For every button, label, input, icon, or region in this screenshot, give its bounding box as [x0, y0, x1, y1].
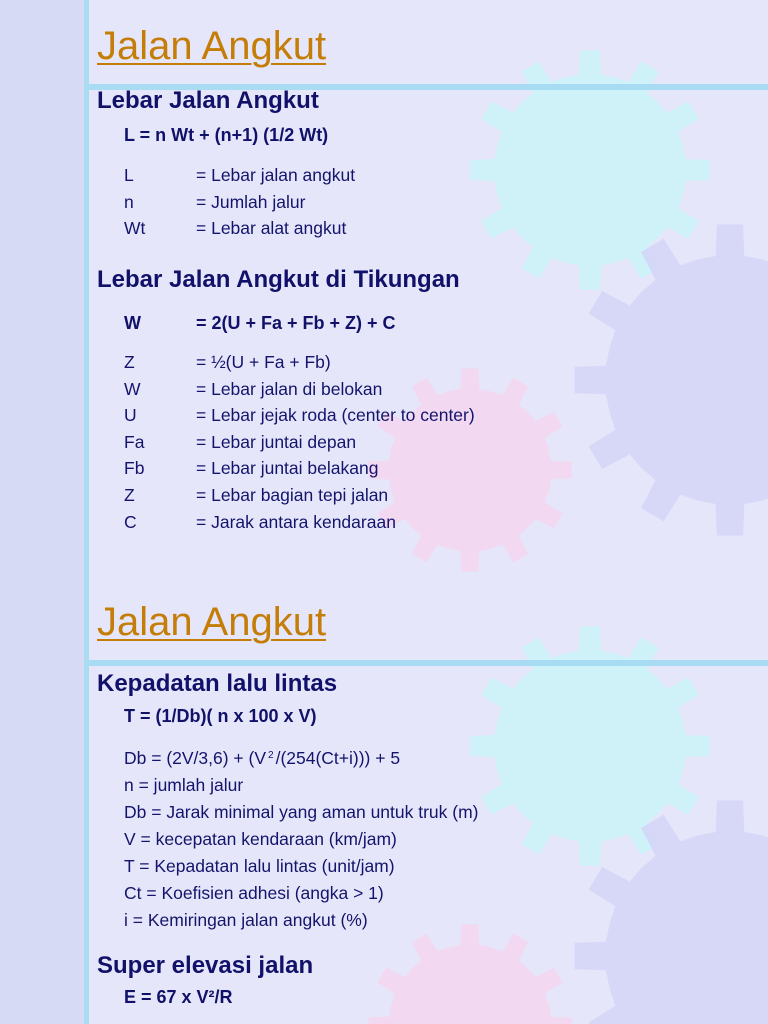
definition-text: = Lebar jejak roda (center to center) [196, 405, 475, 426]
section-heading-kepadatan: Kepadatan lalu lintas [97, 670, 338, 697]
definition-item [124, 376, 475, 403]
formula-super-elevasi: E = 67 x V²/R [124, 987, 233, 1007]
definition-symbol: Z [124, 484, 135, 505]
gear-shape [575, 225, 768, 536]
definition-list-tikungan [124, 349, 475, 535]
slide-2 [0, 576, 768, 1024]
list-item: n = jumlah jalur [124, 775, 244, 795]
db-formula-part2: /(254(Ct+i))) + 5 [275, 748, 401, 768]
definition-item [124, 429, 475, 456]
definition-symbol: C [124, 511, 137, 532]
definition-symbol: n [124, 191, 134, 212]
definition-symbol: U [124, 405, 137, 426]
definition-symbol: Z [124, 352, 135, 372]
definition-symbol: L [124, 165, 134, 185]
list-item: V = kecepatan kendaraan (km/jam) [124, 829, 397, 849]
definition-item [124, 509, 475, 536]
slide-title: Jalan Angkut [97, 600, 327, 644]
formula-label: W [124, 313, 141, 333]
db-formula-part1: Db = (2V/3,6) + (V [124, 748, 267, 768]
definition-text: = ½(U + Fa + Fb) [196, 352, 331, 372]
definition-text: = Lebar bagian tepi jalan [196, 484, 389, 505]
definition-symbol: Wt [124, 218, 146, 239]
definition-item [124, 189, 355, 216]
top-accent-line [89, 660, 768, 666]
definition-list-lebar [124, 162, 355, 242]
definition-item [124, 162, 355, 189]
definition-text: = Lebar juntai belakang [196, 458, 379, 479]
list-item: T = Kepadatan lalu lintas (unit/jam) [124, 856, 395, 876]
list-item: i = Kemiringan jalan angkut (%) [124, 910, 368, 930]
formula-tikungan [124, 313, 396, 334]
definition-symbol: W [124, 378, 141, 399]
formula-body: = 2(U + Fa + Fb + Z) + C [196, 313, 396, 333]
definition-item [124, 402, 475, 429]
definition-item [124, 455, 475, 482]
definition-symbol: Fa [124, 431, 145, 452]
formula-lebar: L = n Wt + (n+1) (1/2 Wt) [124, 125, 329, 145]
list-item: Ct = Koefisien adhesi (angka > 1) [124, 883, 384, 903]
list-item: Db = Jarak minimal yang aman untuk truk (m) [124, 802, 479, 822]
definition-text: = Lebar juntai depan [196, 431, 357, 452]
definition-text: = Jumlah jalur [196, 191, 306, 212]
definition-text: = Lebar jalan di belokan [196, 378, 383, 399]
definition-item [124, 482, 475, 509]
definition-text: = Lebar alat angkut [196, 218, 347, 239]
variable-list-kepadatan [124, 742, 479, 934]
gear-shape [368, 924, 571, 1024]
section-heading-super-elevasi: Super elevasi jalan [97, 952, 314, 979]
definition-item [124, 349, 475, 376]
section-heading-tikungan: Lebar Jalan Angkut di Tikungan [97, 266, 460, 293]
list-item [124, 742, 479, 772]
db-formula-superscript: 2 [268, 750, 274, 761]
definition-symbol: Fb [124, 458, 145, 479]
section-heading-lebar: Lebar Jalan Angkut [97, 87, 319, 114]
definition-text: = Jarak antara kendaraan [196, 511, 396, 532]
formula-kepadatan: T = (1/Db)( n x 100 x V) [124, 706, 317, 726]
gear-icon [575, 225, 768, 536]
definition-text: = Lebar jalan angkut [196, 165, 356, 185]
definition-item [124, 215, 355, 242]
gear-icon [368, 924, 571, 1024]
slide-title: Jalan Angkut [97, 24, 327, 68]
